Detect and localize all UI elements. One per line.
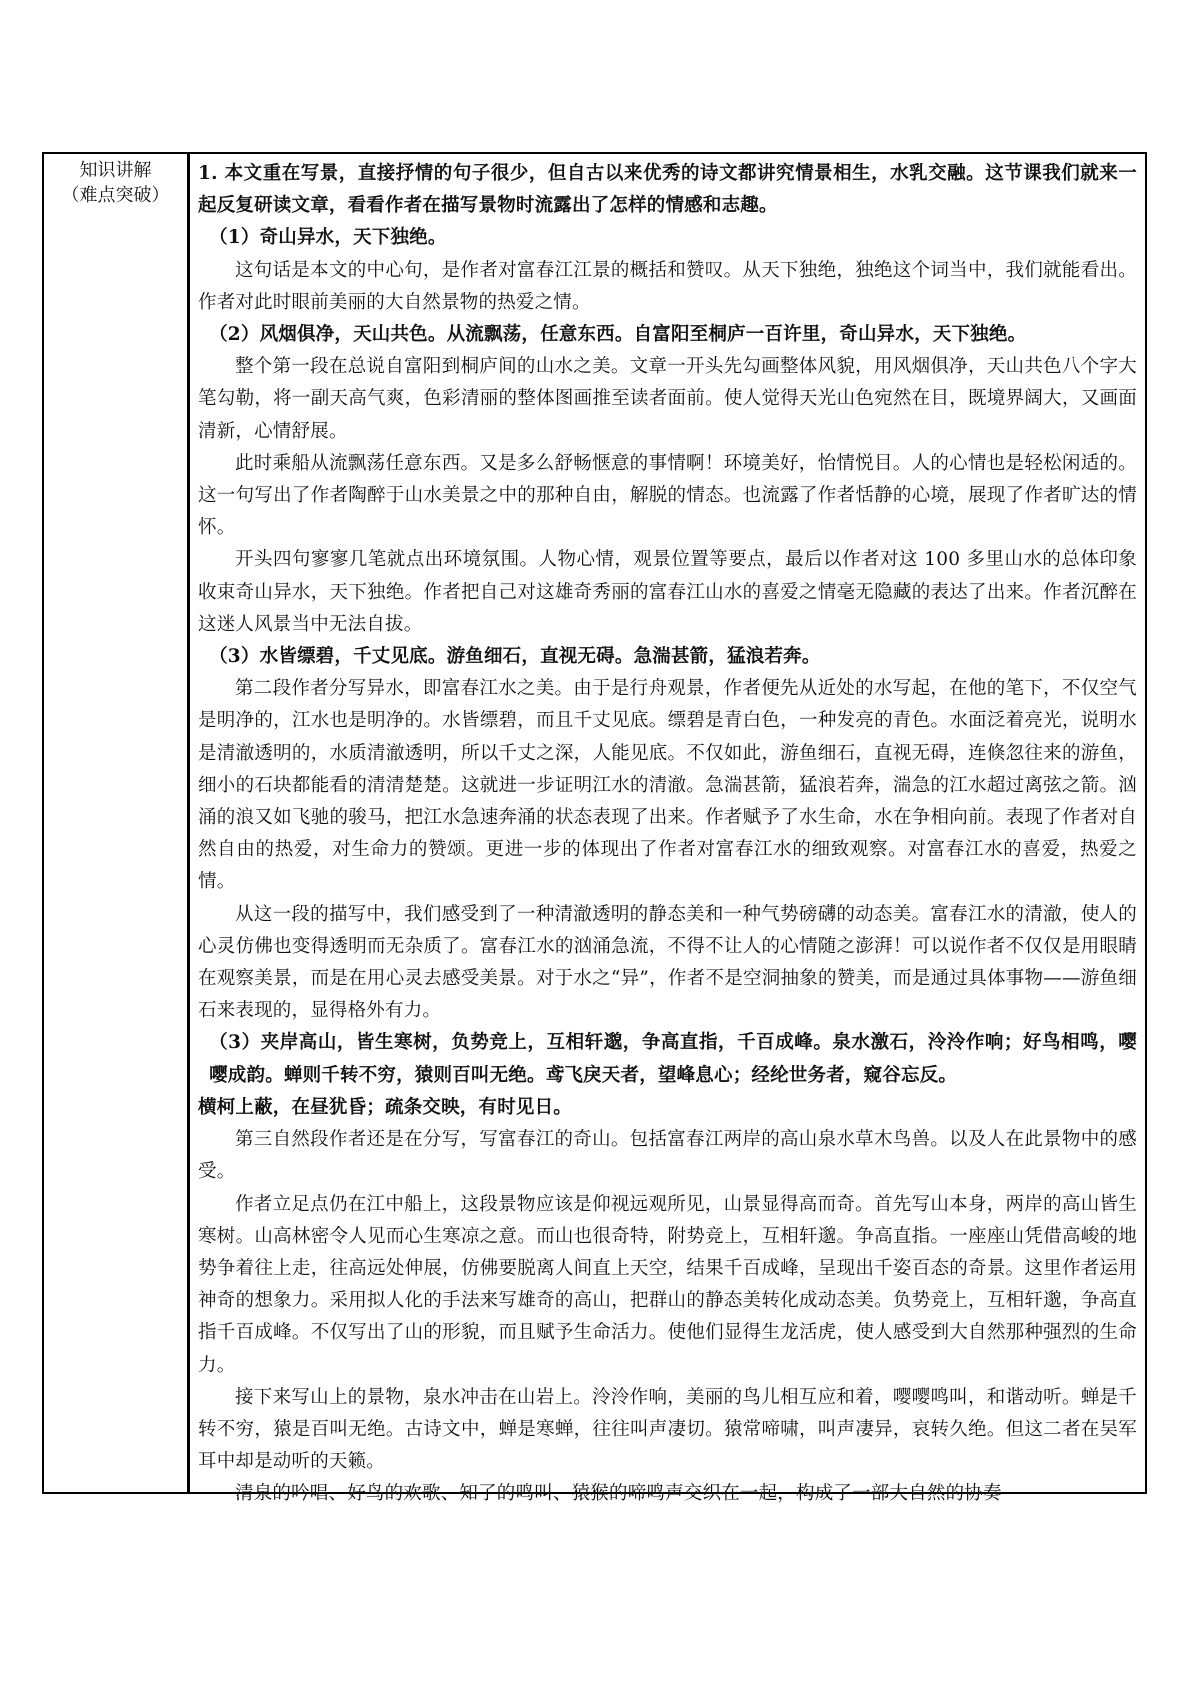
paragraph-intro: 1. 本文重在写景，直接抒情的句子很少，但自古以来优秀的诗文都讲究情景相生，水乳交融。这节课我们就来一起反复研读文章，看看作者在描写景物时流露出了怎样的情感和志趣。 [198, 163, 1137, 217]
paragraph: 接下来写山上的景物，泉水冲击在山岩上。泠泠作响，美丽的鸟儿相互应和着，嘤嘤鸣叫，和谐动听。蝉是千转不穷，猿是百叫无绝。古诗文中，蝉是寒蝉，往往叫声凄切。猿常啼啸，叫声凄异，哀转久绝。但这二者在吴军耳中却是动听的天籁。 [198, 1386, 1137, 1473]
paragraph: 从这一段的描写中，我们感受到了一种清澈透明的静态美和一种气势磅礴的动态美。富春江水的清澈，使人的心灵仿佛也变得透明而无杂质了。富春江水的汹涌急流，不得不让人的心情随之澎湃！可以说作者不仅仅是用眼睛在观察美景，而是在用心灵去感受美景。对于水之“异”，作者不是空洞抽象的赞美，而是通过具体事物——游鱼细石来表现的，显得格外有力。 [198, 903, 1137, 1022]
section-label-cell [44, 154, 190, 1492]
paragraph: 整个第一段在总说自富阳到桐庐间的山水之美。文章一开头先勾画整体风貌，用风烟俱净，天山共色八个字大笔勾勒，将一副天高气爽，色彩清丽的整体图画推至读者面前。使人觉得天光山色宛然在目，既境界阔大，又画面清新，心情舒展。 [198, 356, 1137, 442]
quote-heading: （3）夹岸高山，皆生寒树，负势竞上，互相轩邈，争高直指，千百成峰。泉水激石，泠泠作响；好鸟相鸣，嘤嘤成韵。蝉则千转不穷，猿则百叫无绝。鸢飞戾天者，望峰息心；经纶世务者，窥谷忘反。 [209, 1032, 1137, 1086]
paragraph: 作者立足点仍在江中船上，这段景物应该是仰视远观所见，山景显得高而奇。首先写山本身，两岸的高山皆生寒树。山高林密令人见而心生寒凉之意。而山也很奇特，附势竞上，互相轩邈。争高直指。一座座山凭借高峻的地势争着往上走，往高远处伸展，仿佛要脱离人间直上天空，结果千百成峰，呈现出千姿百态的奇景。这里作者运用神奇的想象力。采用拟人化的手法来写雄奇的高山，把群山的静态美转化成动态美。负势竞上，互相轩邈，争高直指千百成峰。不仅写出了山的形貌，而且赋予生命活力。使他们显得生龙活虎，使人感受到大自然那种强烈的生命力。 [198, 1193, 1137, 1376]
quote-heading: （3）水皆缥碧，千丈见底。游鱼细石，直视无碍。急湍甚箭，猛浪若奔。 [209, 646, 821, 668]
paragraph: 这句话是本文的中心句，是作者对富春江江景的概括和赞叹。从天下独绝，独绝这个词当中，我们就能看出。作者对此时眼前美丽的大自然景物的热爱之情。 [198, 259, 1137, 313]
paragraph: 开头四句寥寥几笔就点出环境氛围。人物心情，观景位置等要点，最后以作者对这 100 多里山水的总体印象收束奇山异水，天下独绝。作者把自己对这雄奇秀丽的富春江山水的喜爱之情毫无隐藏的表达了出来。作者沉醉在这迷人风景当中无法自拔。 [198, 549, 1137, 635]
section-label-line1: 知识讲解 [79, 160, 152, 181]
paragraph: 清泉的吟唱、好鸟的欢歌、知了的鸣叫、猿猴的啼鸣声交织在一起，构成了一部大自然的协奏 [235, 1483, 1002, 1505]
content-table [42, 152, 1147, 1505]
quote-heading: （1）奇山异水，天下独绝。 [209, 227, 447, 249]
paragraph: 此时乘船从流飘荡任意东西。又是多么舒畅惬意的事情啊！环境美好，怡情悦目。人的心情也是轻松闲适的。这一句写出了作者陶醉于山水美景之中的那种自由，解脱的情态。也流露了作者恬静的心境，展现了作者旷达的情怀。 [198, 452, 1137, 539]
paragraph: 第三自然段作者还是在分写，写富春江的奇山。包括富春江两岸的高山泉水草木鸟兽。以及人在此景物中的感受。 [198, 1129, 1137, 1183]
explanation-cell [190, 154, 1145, 1505]
quote-heading: （2）风烟俱净，天山共色。从流飘荡，任意东西。自富阳至桐庐一百许里，奇山异水，天下独绝。 [209, 324, 1027, 346]
paragraph: 第二段作者分写异水，即富春江水之美。由于是行舟观景，作者便先从近处的水写起，在他的笔下，不仅空气是明净的，江水也是明净的。水皆缥碧，而且千丈见底。缥碧是青白色，一种发亮的青色。水面泛着亮光，说明水是清澈透明的，水质清澈透明，所以千丈之深，人能见底。不仅如此，游鱼细石，直视无碍，连倏忽往来的游鱼，细小的石块都能看的清清楚楚。这就进一步证明江水的清澈。急湍甚箭，猛浪若奔，湍急的江水超过离弦之箭。汹涌的浪又如飞驰的骏马，把江水急速奔涌的状态表现了出来。作者赋予了水生命，水在争相向前。表现了作者对自然自由的热爱，对生命力的赞颂。更进一步的体现出了作者对富春江水的细致观察。对富春江水的喜爱，热爱之情。 [198, 678, 1137, 893]
quote-continuation: 横柯上蔽，在昼犹昏；疏条交映，有时见日。 [198, 1096, 573, 1118]
section-label-line2: （难点突破） [61, 185, 170, 206]
